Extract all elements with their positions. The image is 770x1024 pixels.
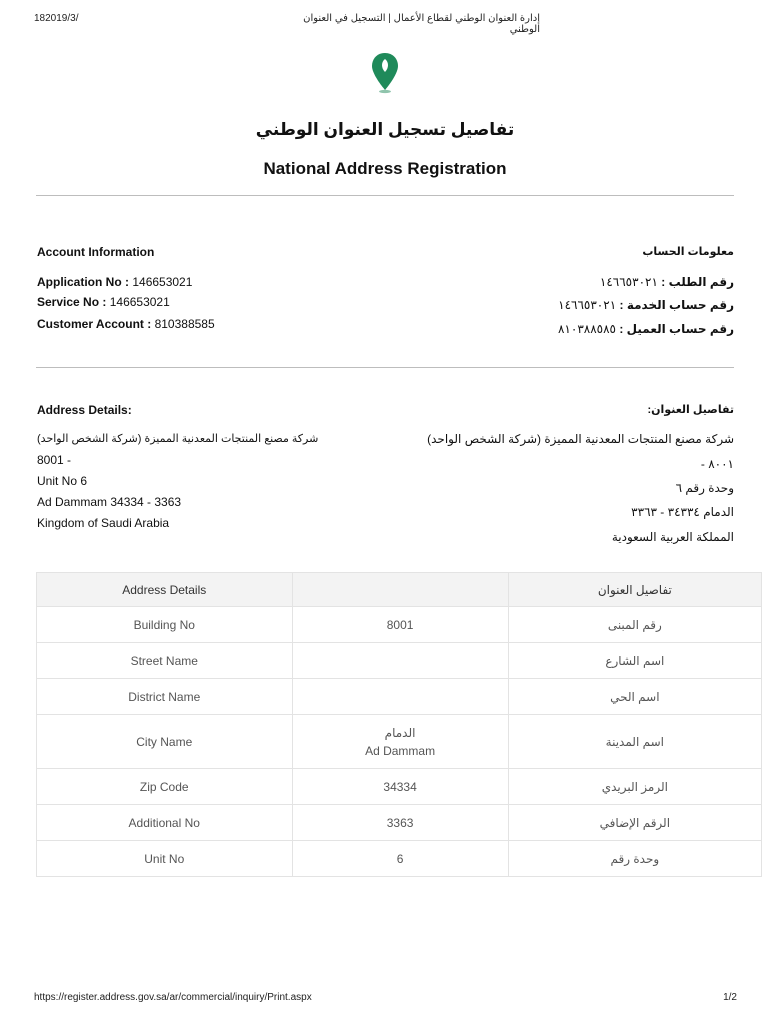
address-heading-en: Address Details: xyxy=(37,403,132,417)
row-label-ar: اسم المدينة xyxy=(508,715,761,769)
customer-account-value-ar: ٨١٠٣٨٨٥٨٥ xyxy=(557,322,616,336)
footer-url: https://register.address.gov.sa/ar/commercial/inquiry/Print.aspx xyxy=(34,992,312,1003)
service-no-label: Service No : xyxy=(37,295,107,309)
print-date: 182019/3/ xyxy=(34,13,79,24)
table-row xyxy=(37,715,762,769)
row-label-en: Street Name xyxy=(37,643,293,679)
address-line-ar: المملكة العربية السعودية xyxy=(611,530,734,544)
row-value-en: Ad Dammam xyxy=(365,743,436,758)
table-header-ar: تفاصيل العنوان xyxy=(508,573,761,607)
row-label-ar: الرقم الإضافي xyxy=(508,805,761,841)
address-line-en: Ad Dammam 34334 - 3363 xyxy=(37,495,182,509)
table-row xyxy=(37,805,762,841)
address-table xyxy=(36,572,762,877)
table-row xyxy=(37,643,762,679)
table-row xyxy=(37,679,762,715)
divider xyxy=(36,195,734,196)
row-label-en: City Name xyxy=(37,715,293,769)
address-line-en: 8001 - xyxy=(37,453,72,467)
table-row xyxy=(37,769,762,805)
customer-account-value: 810388585 xyxy=(154,317,215,331)
address-heading-ar: تفاصيل العنوان: xyxy=(647,404,734,416)
page-title-arabic: تفاصيل تسجيل العنوان الوطني xyxy=(255,120,515,139)
row-label-ar: الرمز البريدي xyxy=(508,769,761,805)
application-no-ar xyxy=(600,275,734,289)
application-no xyxy=(37,275,192,289)
account-heading-en: Account Information xyxy=(37,245,155,259)
row-value: 3363 xyxy=(292,805,508,841)
customer-account-label: Customer Account : xyxy=(37,317,152,331)
table-row xyxy=(37,841,762,877)
row-value xyxy=(292,679,508,715)
application-no-label: Application No : xyxy=(37,275,129,289)
row-label-en: Building No xyxy=(37,607,293,643)
application-no-value-ar: ١٤٦٦٥٣٠٢١ xyxy=(599,275,658,289)
service-no-value-ar: ١٤٦٦٥٣٠٢١ xyxy=(558,298,617,312)
row-label-en: Zip Code xyxy=(37,769,293,805)
address-line-en: (شركة مصنع المنتجات المعدنية المميزة (شركة الشخص الواحد xyxy=(37,433,319,445)
row-value: 34334 xyxy=(292,769,508,805)
customer-account-label-ar: رقم حساب العميل : xyxy=(619,322,734,336)
divider xyxy=(36,367,734,368)
row-value: 6 xyxy=(292,841,508,877)
service-no-ar xyxy=(558,298,734,312)
row-label-en: Additional No xyxy=(37,805,293,841)
service-no-value: 146653021 xyxy=(109,295,170,309)
row-value-ar: الدمام xyxy=(384,725,416,740)
account-heading-ar: معلومات الحساب xyxy=(642,246,734,258)
row-label-en: Unit No xyxy=(37,841,293,877)
table-row xyxy=(37,607,762,643)
address-line-ar: شركة مصنع المنتجات المعدنية المميزة (شركة الشخص الواحد) xyxy=(427,432,734,446)
page-number: 1/2 xyxy=(723,992,737,1003)
row-value xyxy=(292,715,508,769)
address-line-ar: ٨٠٠١ - xyxy=(700,457,734,471)
application-no-label-ar: رقم الطلب : xyxy=(661,275,734,289)
service-no xyxy=(37,295,170,309)
address-line-en: Kingdom of Saudi Arabia xyxy=(37,516,170,530)
row-label-ar: اسم الشارع xyxy=(508,643,761,679)
table-header-en: Address Details xyxy=(37,573,293,607)
table-header-empty xyxy=(292,573,508,607)
address-line-ar: وحدة رقم ٦ xyxy=(675,481,734,495)
address-line-en: Unit No 6 xyxy=(37,474,88,488)
page-title-english: National Address Registration xyxy=(263,159,507,178)
address-line-ar: الدمام ٣٤٣٣٤ - ٣٣٦٣ xyxy=(631,505,734,519)
customer-account xyxy=(37,317,215,331)
customer-account-ar xyxy=(558,322,734,336)
map-pin-icon xyxy=(370,52,400,94)
row-label-en: District Name xyxy=(37,679,293,715)
application-no-value: 146653021 xyxy=(132,275,193,289)
row-value xyxy=(292,643,508,679)
row-label-ar: وحدة رقم xyxy=(508,841,761,877)
service-no-label-ar: رقم حساب الخدمة : xyxy=(619,298,734,312)
row-label-ar: اسم الحي xyxy=(508,679,761,715)
row-label-ar: رقم المبنى xyxy=(508,607,761,643)
row-value: 8001 xyxy=(292,607,508,643)
table-header-row xyxy=(37,573,762,607)
print-page-title: إدارة العنوان الوطني لقطاع الأعمال | التسجيل في العنوان الوطني xyxy=(303,13,540,35)
